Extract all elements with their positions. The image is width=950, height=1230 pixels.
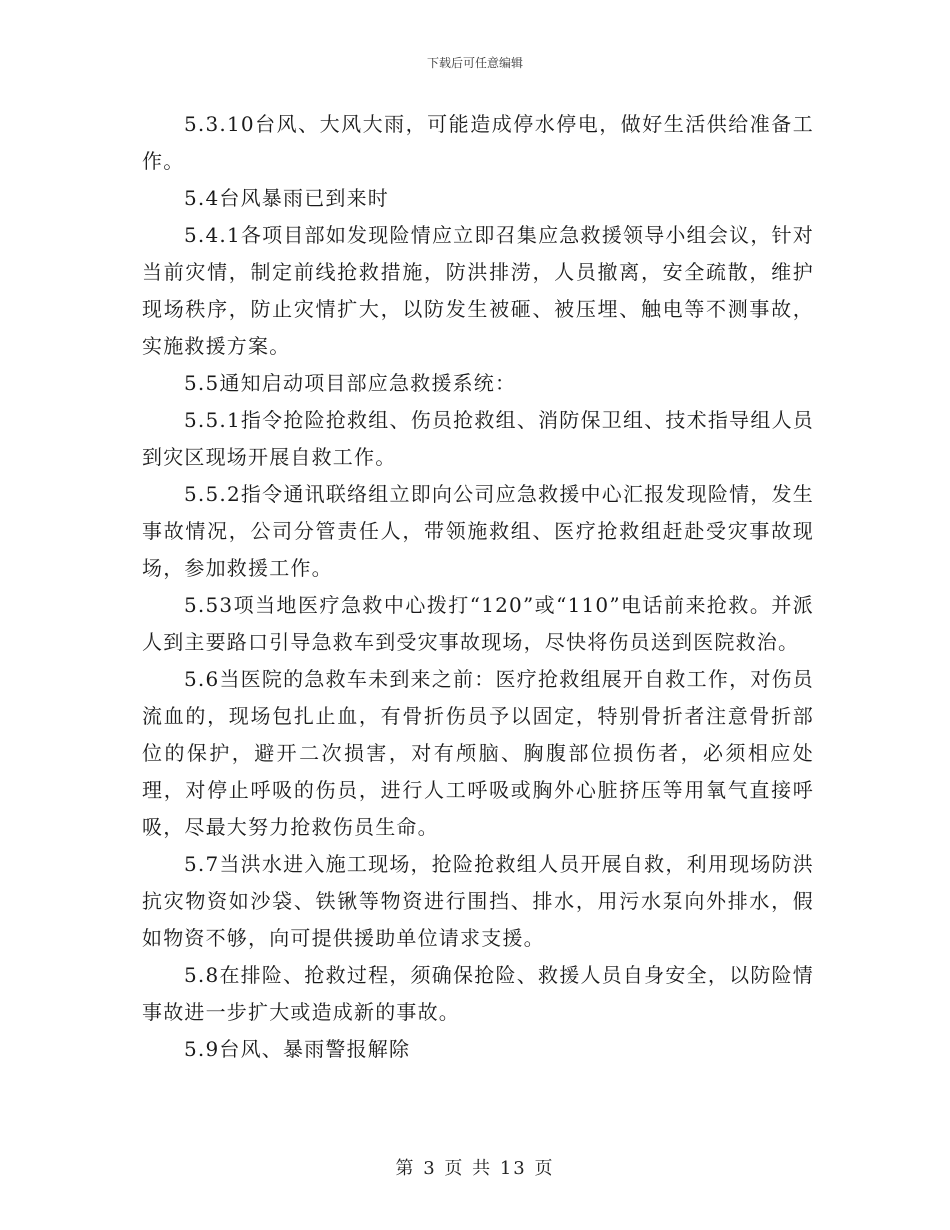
paragraph-5-5-3: 5.53项当地医疗急救中心拨打“120”或“110”电话前来抢救。并派人到主要路口引导急救车到受灾事故现场，尽快将伤员送到医院救治。 [142, 593, 814, 654]
document-body [142, 106, 814, 1068]
paragraph-5-5-2: 5.5.2指令通讯联络组立即向公司应急救援中心汇报发现险情，发生事故情况，公司分管责任人，带领施救组、医疗抢救组赶赴受灾事故现场，参加救援工作。 [142, 482, 814, 580]
paragraph-5-5-1: 5.5.1指令抢险抢救组、伤员抢救组、消防保卫组、技术指导组人员到灾区现场开展自救工作。 [142, 408, 814, 469]
paragraph-5-7: 5.7当洪水进入施工现场，抢险抢救组人员开展自救，利用现场防洪抗灾物资如沙袋、铁锹等物资进行围挡、排水，用污水泵向外排水，假如物资不够，向可提供援助单位请求支援。 [142, 852, 814, 950]
header-note: 下载后可任意编辑 [426, 56, 523, 70]
paragraph-5-8: 5.8在排险、抢救过程，须确保抢险、救援人员自身安全，以防险情事故进一步扩大或造成新的事故。 [142, 963, 814, 1024]
page-number: 第 3 页 共 13 页 [395, 1158, 555, 1179]
paragraph-5-4: 5.4台风暴雨已到来时 [184, 186, 390, 210]
paragraph-5-3-10: 5.3.10台风、大风大雨，可能造成停水停电，做好生活供给准备工作。 [142, 112, 814, 173]
paragraph-5-4-1: 5.4.1各项目部如发现险情应立即召集应急救援领导小组会议，针对当前灾情，制定前线抢救措施，防洪排涝，人员撤离，安全疏散，维护现场秩序，防止灾情扩大，以防发生被砸、被压埋、触电等不测事故，实施救援方案。 [142, 223, 814, 358]
paragraph-5-5: 5.5通知启动项目部应急救援系统： [184, 371, 517, 395]
paragraph-5-9: 5.9台风、暴雨警报解除 [184, 1037, 411, 1061]
paragraph-5-6: 5.6当医院的急救车未到来之前：医疗抢救组展开自救工作，对伤员流血的，现场包扎止血，有骨折伤员予以固定，特别骨折者注意骨折部位的保护，避开二次损害，对有颅脑、胸腹部位损伤者，必须相应处理，对停止呼吸的伤员，进行人工呼吸或胸外心脏挤压等用氧气直接呼吸，尽最大努力抢救伤员生命。 [142, 667, 814, 839]
